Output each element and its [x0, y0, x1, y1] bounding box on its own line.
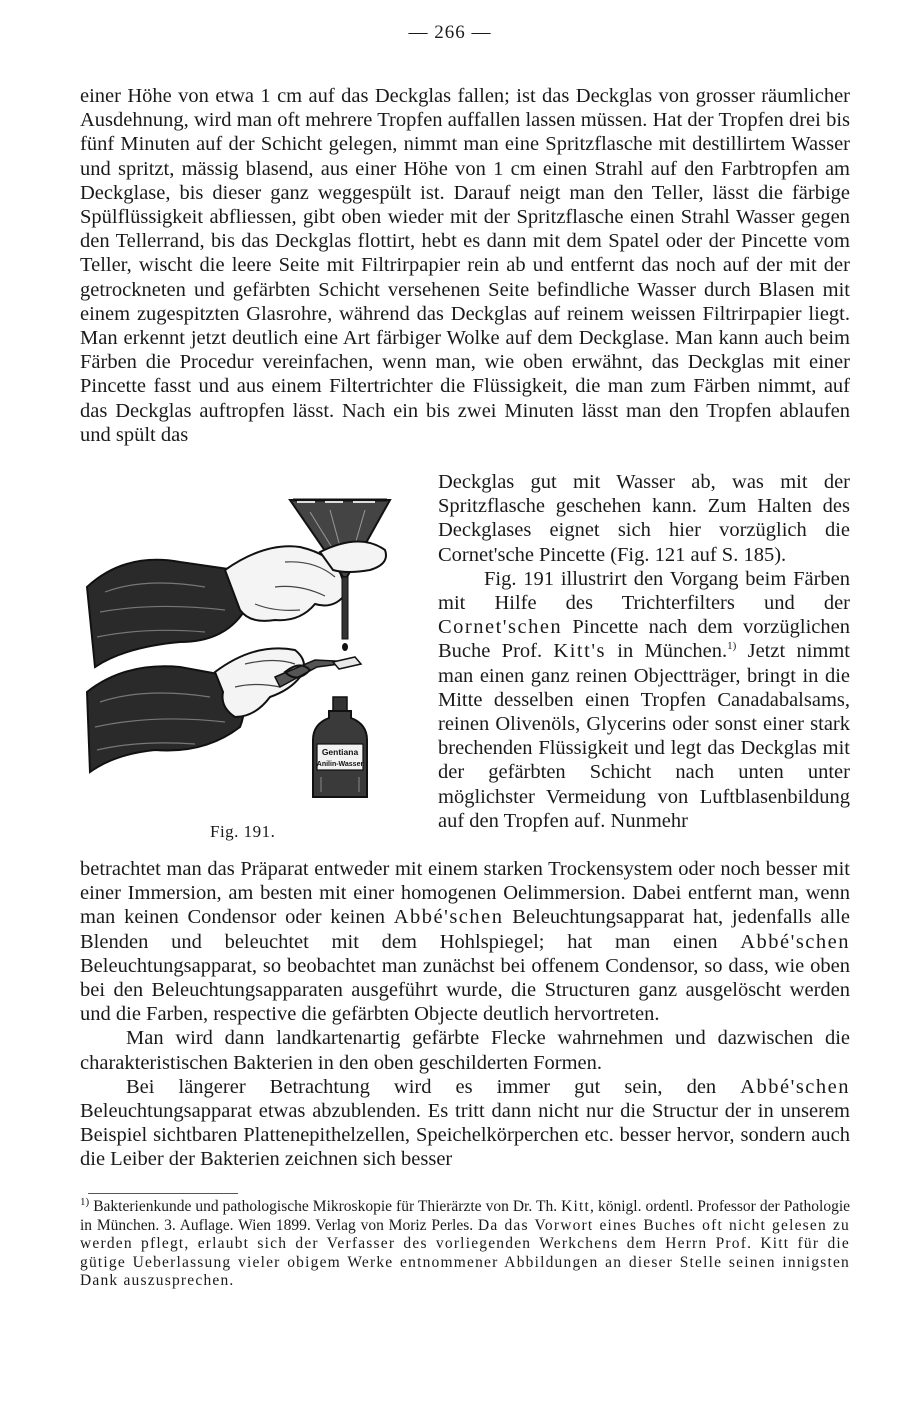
- figure-region: [80, 470, 850, 855]
- page-number: — 266 —: [408, 22, 492, 43]
- figure-caption: Fig. 191.: [210, 822, 276, 841]
- bottle: [313, 697, 367, 797]
- cover-glass: [333, 657, 361, 669]
- paragraph-text: einer Höhe von etwa 1 cm auf das Deckglas fallen; ist das Deckglas von grosser räumlicher Ausdehnung, wird man oft mehrere Tropfen auffallen lassen müssen. Hat der Tropfen drei bis fünf Minuten auf der Schicht gelegen, nimmt man eine Spritzflasche mit destillirtem Wasser und spritzt, mässig blasend, aus einer Höhe von 1 cm einen Strahl auf den Farbtropfen am Deckglase, bis dieser ganz weggespült ist. Darauf neigt man den Teller, lässt die färbige Spülflüssigkeit abfliessen, gibt oben wieder mit der Spritzflasche einen Strahl Wasser gegen den Tellerrand, bis das Deckglas flottirt, hebt es dann mit dem Spatel oder der Pincette vom Teller, wischt die leere Seite mit Filtrirpapier rein ab und entfernt das noch auf der mit der getrockneten und gefärbten Schicht versehenen Seite befindliche Wasser durch Blasen mit einem zugespitzten Glasrohre, während das Deckglas auf reinem weissen Filtrirpapier liegt. Man erkennt jetzt deutlich eine Art färbiger Wolke auf dem Deckglase. Man kann auch beim Färben die Procedur vereinfachen, wenn man, wie oben erwähnt, das Deckglas mit einer Pincette fasst und aus einem Filtertrichter die Flüssigkeit, die man zum Färben nimmt, auf das Deckglas auftropfen lässt. Nach ein bis zwei Minuten lässt man den Tropfen ablaufen und spült das: [80, 85, 850, 446]
- drop: [342, 643, 348, 651]
- bottle-label-line2: Anilin-Wasser: [316, 761, 364, 768]
- footnote-marker: 1): [80, 1195, 90, 1208]
- funnel-stem: [342, 577, 348, 639]
- side-paragraph-1: Deckglas gut mit Wasser ab, was mit der Spritzflasche geschehen kann. Zum Halten des Deckglases eignet sich hier vorzüglich die Cornet'sche Pincette (Fig. 121 auf S. 185).: [438, 471, 850, 566]
- footnote: $^{1)}$ Bakterienkunde und pathologische Mikroskopie für Thierärzte von Dr. Th. Kitt, königl. ordentl. Professor der Pathologie in München. 3. Auflage. Wien 1899. Verlag von Moriz Perles. Da das Vorwort eines Buches oft nicht gelesen zu werden pflegt, erlaubt sich der Verfasser des vorliegenden Werkchens dem Herrn Prof. Kitt für die gütige Ueberlassung vieler obigem Werke entnommener Abbildungen an dieser Stelle seinen innigsten Dank auszusprechen.: [80, 1195, 851, 1290]
- paragraph-2: Man wird dann landkartenartig gefärbte Flecke wahrnehmen und dazwischen die charakteristischen Bakterien in den oben geschilderten Formen.: [80, 1027, 850, 1074]
- bottle-label-line1: Gentiana: [321, 747, 359, 757]
- lower-hand: [215, 648, 304, 717]
- side-paragraph-2: Fig. 191 illustrirt den Vorgang beim Färben mit Hilfe des Trichterfilters und der Cornet'schen Pincette nach dem vorzüglichen Buche Prof. Kitt's in München.$^{1)}$ Jetzt nimmt man einen ganz reinen Objectträger, bringt in die Mitte desselben einen Tropfen Canadabalsams, reinen Olivenöls, Glycerins oder sonst einer stark brechenden Flüssigkeit und legt das Deckglas mit der gefärbten Schicht nach unten unter möglichster Vermeidung von Luftblasenbildung auf den Tropfen auf. Nunmehr: [438, 567, 850, 832]
- paragraph-3: Bei längerer Betrachtung wird es immer gut sein, den Abbé'schen Beleuchtungsapparat etwas abzublenden. Es tritt dann nicht nur die Structur der in unserem Beispiel sichtbaren Plattenepithelzellen, Speichelkörperchen etc. besser hervor, sondern auch die Leiber der Bakterien zeichnen sich besser: [80, 1075, 850, 1171]
- figure-side-text: [438, 470, 850, 833]
- footnote-divider: [88, 1193, 238, 1194]
- footnote-ref: 1): [727, 640, 737, 653]
- body-paragraph-bottom: [80, 857, 850, 1172]
- funnel-staining-illustration: [85, 492, 420, 812]
- figure-191: [80, 470, 425, 855]
- paragraph-continuation: betrachtet man das Präparat entweder mit einem starken Trockensystem oder noch besser mit einer Immersion, am besten mit einer homogenen Oelimmersion. Dabei entfernt man, wenn man keinen Condensor oder keinen Abbé'schen Beleuchtungsapparat hat, jedenfalls alle Blenden und beleuchtet mit dem Hohlspiegel; hat man einen Abbé'schen Beleuchtungsapparat, so beobachtet man zunächst bei offenem Condensor, so dass, wie oben bei den Beleuchtungsapparaten ausgeführt wurde, die Structuren ganz ausgelöscht werden und die Farben, respective die gefärbten Objecte deutlich hervortreten.: [80, 858, 850, 1026]
- body-paragraph-top: [80, 84, 850, 447]
- upper-sleeve: [87, 560, 248, 667]
